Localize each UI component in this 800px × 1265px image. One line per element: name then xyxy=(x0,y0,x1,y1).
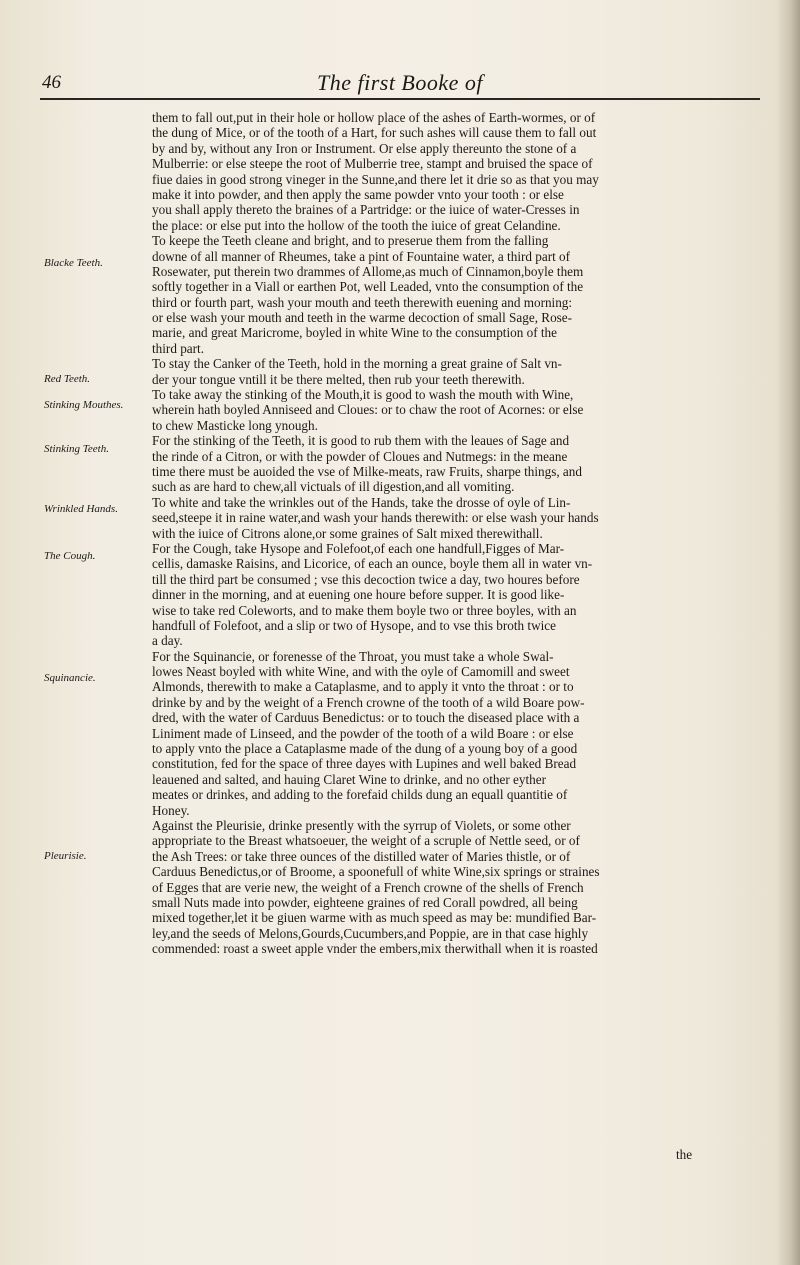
text-line: the Ash Trees: or take three ounces of the distilled water of Maries thistle, or of xyxy=(152,848,571,864)
text-line: To stay the Canker of the Teeth, hold in the morning a great graine of Salt vn- xyxy=(152,356,562,372)
text-line: cellis, damaske Raisins, and Licorice, of each an ounce, boyle them all in water vn- xyxy=(152,556,593,572)
text-line: Almonds, therewith to make a Cataplasme, and to apply it vnto the throat : or to xyxy=(152,679,574,695)
text-line: the rinde of a Citron, or with the powder of Cloues and Nutmegs: in the meane xyxy=(152,448,568,464)
text-line: to chew Masticke long ynough. xyxy=(152,417,318,433)
text-line: seed,steepe it in raine water,and wash your hands therewith: or else wash your hands xyxy=(152,510,599,526)
text-line: drinke by and by the weight of a French crowne of the tooth of a wild Boare pow- xyxy=(152,694,585,710)
text-line: Honey. xyxy=(152,802,190,818)
margin-note-the-cough: The Cough. xyxy=(44,550,96,562)
text-line: such as are hard to chew,all victuals of ill digestion,and all vomiting. xyxy=(152,479,515,495)
text-line: or else wash your mouth and teeth in the warme decoction of small Sage, Rose- xyxy=(152,310,573,326)
text-line: them to fall out,put in their hole or hollow place of the ashes of Earth-wormes, or of xyxy=(152,110,596,125)
text-line: To keepe the Teeth cleane and bright, and to preserue them from the falling xyxy=(152,233,549,249)
text-line: constitution, fed for the space of three dayes with Lupines and well baked Bread xyxy=(152,756,577,772)
text-line: you shall apply thereto the braines of a Partridge: or the iuice of water-Cresses in xyxy=(152,202,580,218)
text-line: Carduus Benedictus,or of Broome, a spoonefull of white Wine,six springs or straines xyxy=(152,864,600,880)
margin-note-blacke-teeth: Blacke Teeth. xyxy=(44,257,103,269)
text-line: wise to take red Coleworts, and to make them boyle two or three boyles, with an xyxy=(152,602,577,618)
page-gutter-shadow xyxy=(776,0,800,1265)
margin-note-red-teeth: Red Teeth. xyxy=(44,373,91,385)
text-line: der your tongue vntill it be there melted, then rub your teeth therewith. xyxy=(152,371,525,387)
text-line: the place: or else put into the hollow of the tooth the iuice of great Celandine. xyxy=(152,217,561,233)
body-text xyxy=(152,110,732,956)
text-line: dred, with the water of Carduus Benedictus: or to touch the diseased place with a xyxy=(152,710,580,726)
catchword: the xyxy=(676,1147,693,1162)
text-line: To white and take the wrinkles out of the Hands, take the drosse of oyle of Lin- xyxy=(152,494,571,510)
text-line: meates or drinkes, and adding to the forefaid childs dung an equall quantitie of xyxy=(152,787,568,803)
text-line: mixed together,let it be giuen warme with as much speed as may be: mundified Bar- xyxy=(152,910,597,926)
text-line: till the third part be consumed ; vse this decoction twice a day, two houres before xyxy=(152,571,580,587)
text-line: For the stinking of the Teeth, it is good to rub them with the leaues of Sage and xyxy=(152,433,570,449)
margin-note-stinking-mouthes: Stinking Mouthes. xyxy=(44,399,124,411)
text-line: make it into powder, and then apply the same powder vnto your tooth : or else xyxy=(152,186,564,202)
text-line: commended: roast a sweet apple vnder the embers,mix therwithall when it is roasted xyxy=(152,941,598,957)
text-line: third part. xyxy=(152,340,205,356)
text-line: with the iuice of Citrons alone,or some graines of Salt mixed therewithall. xyxy=(152,525,543,541)
margin-note-stinking-teeth: Stinking Teeth. xyxy=(44,443,109,455)
text-line: lowes Neast boyled with white Wine, and with the oyle of Camomill and sweet xyxy=(152,664,570,680)
text-line: softly together in a Viall or earthen Pot, well Leaded, vnto the consumption of the xyxy=(152,279,584,295)
text-line: wherein hath boyled Anniseed and Cloues: or to chaw the root of Acornes: or else xyxy=(152,402,584,418)
text-line: downe of all manner of Rheumes, take a pint of Fountaine water, a third part of xyxy=(152,248,571,264)
text-line: leauened and salted, and hauing Claret Wine to drinke, and no other eyther xyxy=(152,771,546,787)
running-head: The first Booke of xyxy=(316,70,484,95)
text-line: For the Cough, take Hysope and Folefoot,of each one handfull,Figges of Mar- xyxy=(152,540,565,556)
text-line: fiue daies in good strong vineger in the Sunne,and there let it drie so as that you may xyxy=(152,171,599,187)
text-line: appropriate to the Breast whatsoeuer, the weight of a scruple of Nettle seed, or of xyxy=(152,833,580,849)
header-rule xyxy=(40,98,760,100)
text-line: marie, and great Maricrome, boyled in white Wine to the consumption of the xyxy=(152,325,557,341)
text-line: For the Squinancie, or forenesse of the Throat, you must take a whole Swal- xyxy=(152,648,554,664)
page-number: 46 xyxy=(42,72,61,93)
text-line: to apply vnto the place a Cataplasme made of the dung of a young boy of a good xyxy=(152,741,578,757)
text-line: dinner in the morning, and at euening one houre before supper. It is good like- xyxy=(152,587,565,603)
text-line: the dung of Mice, or of the tooth of a Hart, for such ashes will cause them to fall out xyxy=(152,125,597,141)
text-line: third or fourth part, wash your mouth and teeth therewith euening and morning: xyxy=(152,294,573,310)
text-line: by and by, without any Iron or Instrument. Or else apply thereunto the stone of a xyxy=(152,140,577,156)
text-line: Against the Pleurisie, drinke presently with the syrrup of Violets, or some other xyxy=(152,817,571,833)
text-line: ley,and the seeds of Melons,Gourds,Cucumbers,and Poppie, are in that case highly xyxy=(152,925,589,941)
page-header xyxy=(40,60,760,96)
text-line: handfull of Folefoot, and a slip or two of Hysope, and to vse this broth twice xyxy=(152,617,556,633)
text-line: of Egges that are verie new, the weight of a French crowne of the shells of French xyxy=(152,879,584,895)
text-line: Mulberrie: or else steepe the root of Mulberrie tree, stampt and bruised the space of xyxy=(152,156,593,172)
text-line: time there must be auoided the vse of Milke-meats, raw Fruits, sharpe things, and xyxy=(152,463,582,479)
text-line: Rosewater, put therein two drammes of Allome,as much of Cinnamon,boyle them xyxy=(152,263,584,279)
margin-note-squinancie: Squinancie. xyxy=(44,672,96,684)
text-line: Liniment made of Linseed, and the powder of the tooth of a wild Boare : or else xyxy=(152,725,574,741)
margin-note-wrinkled-hands: Wrinkled Hands. xyxy=(44,503,118,515)
text-line: small Nuts made into powder, eighteene graines of red Corall powdred, all being xyxy=(152,894,578,910)
text-line: a day. xyxy=(152,633,183,649)
margin-note-pleurisie: Pleurisie. xyxy=(44,850,87,862)
text-line: To take away the stinking of the Mouth,it is good to wash the mouth with Wine, xyxy=(152,387,574,403)
